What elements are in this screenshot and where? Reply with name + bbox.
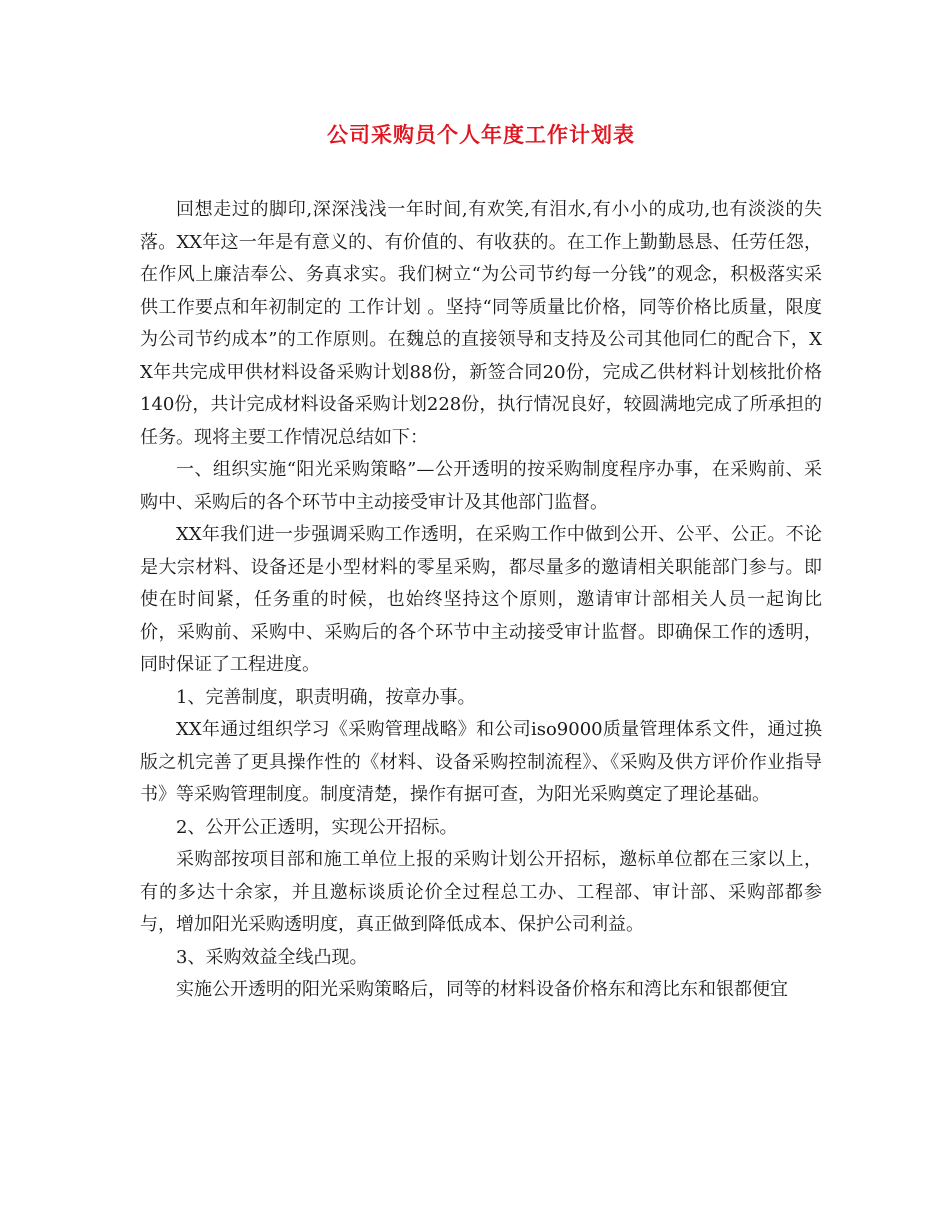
- document-page: [140, 0, 822, 1007]
- paragraph-section-1-heading: 一、组织实施“阳光采购策略”—公开透明的按采购制度程序办事，在采购前、采购中、采购后的各个环节中主动接受审计及其他部门监督。: [140, 459, 822, 513]
- paragraph-item-2-heading: 2、公开公正透明，实现公开招标。: [176, 816, 458, 838]
- paragraph-item-1-body: XX年通过组织学习《采购管理战略》和公司iso9000质量管理体系文件，通过换版之机完善了更具操作性的《材料、设备采购控制流程》、《采购及供方评价作业指导书》等采购管理制度。制度清楚，操作有据可查，为阳光采购奠定了理论基础。: [140, 719, 822, 805]
- paragraph-item-3-heading: 3、采购效益全线凸现。: [176, 946, 368, 968]
- paragraph-intro: 回想走过的脚印,深深浅浅一年时间,有欢笑,有泪水,有小小的成功,也有淡淡的失落。XX年这一年是有意义的、有价值的、有收获的。在工作上勤勤恳恳、任劳任怨，在作风上廉洁奉公、务真求实。我们树立“为公司节约每一分钱”的观念，积极落实采供工作要点和年初制定的 工作计划 。坚持“同等质量比价格，同等价格比质量，限度为公司节约成本”的工作原则。在魏总的直接领导和支持及公司其他同仁的配合下，XX年共完成甲供材料设备采购计划88份，新签合同20份，完成乙供材料计划核批价格140份，共计完成材料设备采购计划228份，执行情况良好，较圆满地完成了所承担的任务。现将主要工作情况总结如下：: [140, 199, 823, 448]
- document-body: [140, 194, 822, 1007]
- paragraph-item-1-heading: 1、完善制度，职责明确，按章办事。: [176, 686, 476, 708]
- paragraph-item-2-body: 采购部按项目部和施工单位上报的采购计划公开招标，邀标单位都在三家以上，有的多达十余家，并且邀标谈质论价全过程总工办、工程部、审计部、采购部都参与，增加阳光采购透明度，真正做到降低成本、保护公司利益。: [140, 849, 822, 935]
- paragraph-section-1-body: XX年我们进一步强调采购工作透明，在采购工作中做到公开、公平、公正。不论是大宗材料、设备还是小型材料的零星采购，都尽量多的邀请相关职能部门参与。即使在时间紧，任务重的时候，也始终坚持这个原则，邀请审计部相关人员一起询比价，采购前、采购中、采购后的各个环节中主动接受审计监督。即确保工作的透明，同时保证了工程进度。: [140, 524, 822, 675]
- paragraph-item-3-body: 实施公开透明的阳光采购策略后，同等的材料设备价格东和湾比东和银都便宜: [176, 979, 788, 1000]
- document-title: 公司采购员个人年度工作计划表: [327, 122, 635, 147]
